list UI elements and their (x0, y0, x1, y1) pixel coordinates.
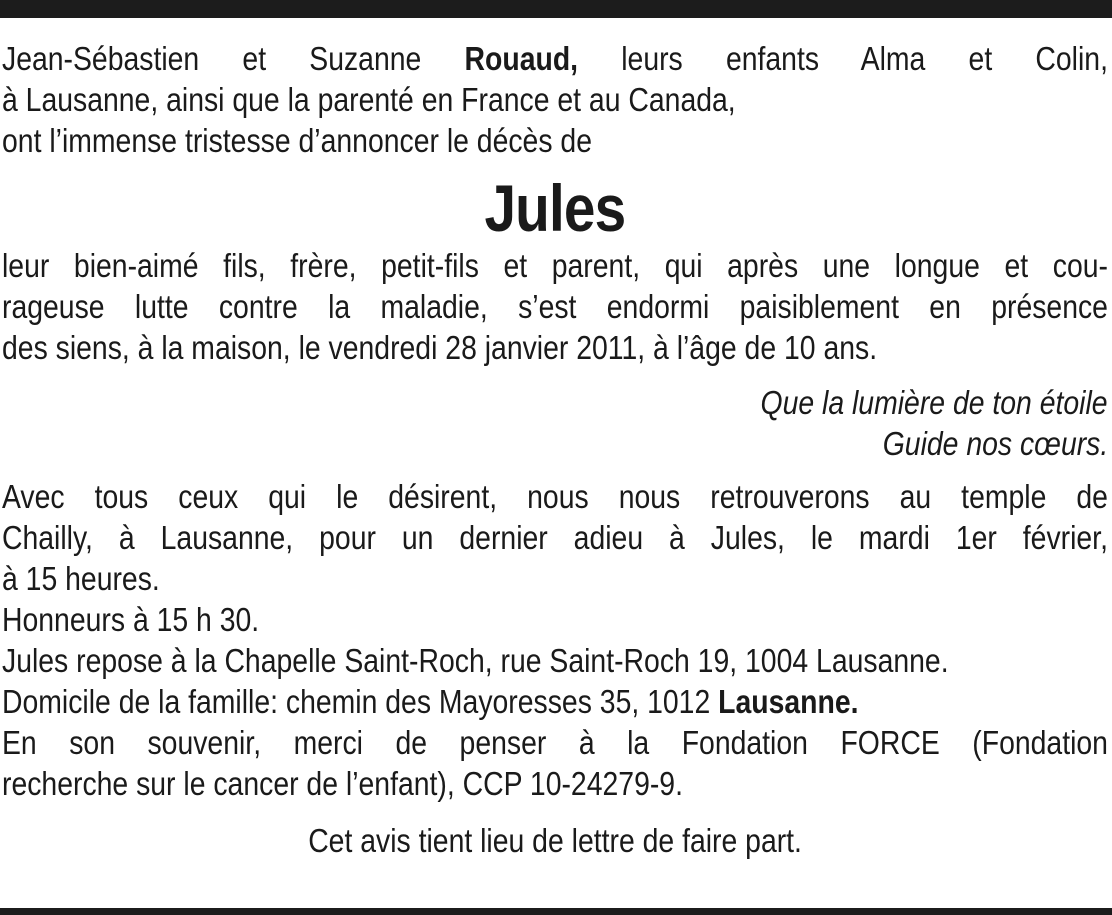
verse-line-2: Guide nos cœurs. (882, 425, 1108, 462)
tribute-line-2: rageuse lutte contre la maladie, s’est endormi paisiblement en présence (2, 288, 1108, 325)
family-domicile-line: Domicile de la famille: chemin des Mayoresses 35, 1012 Lausanne. (2, 683, 859, 720)
honours-line: Honneurs à 15 h 30. (2, 601, 260, 638)
deceased-name-heading: Jules (484, 171, 626, 245)
announcement-line-1: Jean-Sébastien et Suzanne Rouaud, leurs enfants Alma et Colin, (2, 40, 1108, 77)
ceremony-line-3: à 15 heures. (2, 560, 160, 597)
ceremony-line-2: Chailly, à Lausanne, pour un dernier adieu à Jules, le mardi 1er février, (2, 519, 1108, 556)
ceremony-line-1: Avec tous ceux qui le désirent, nous nous retrouverons au temple de (2, 478, 1108, 515)
announcement-line-3: ont l’immense tristesse d’annoncer le décès de (2, 122, 592, 159)
bottom-rule (0, 908, 1112, 915)
family-name: Rouaud, (464, 40, 579, 77)
resting-place-line: Jules repose à la Chapelle Saint-Roch, rue Saint-Roch 19, 1004 Lausanne. (2, 642, 949, 679)
memory-line-1: En son souvenir, merci de penser à la Fondation FORCE (Fondation (2, 724, 1108, 761)
closing-note: Cet avis tient lieu de lettre de faire part. (308, 822, 802, 859)
top-rule (0, 0, 1112, 18)
tribute-line-3: des siens, à la maison, le vendredi 28 janvier 2011, à l’âge de 10 ans. (2, 329, 878, 366)
verse-quote (2, 382, 1108, 464)
verse-line-1: Que la lumière de ton étoile (760, 384, 1108, 421)
tribute-line-1: leur bien-aimé fils, frère, petit-fils et parent, qui après une longue et cou- (2, 247, 1108, 284)
memory-line-2: recherche sur le cancer de l’enfant), CCP 10-24279-9. (2, 765, 683, 802)
domicile-city: Lausanne. (718, 683, 859, 720)
announcement-line-2: à Lausanne, ainsi que la parenté en France et au Canada, (2, 81, 736, 118)
ceremony-paragraph (2, 476, 1108, 804)
obituary-notice (2, 38, 1108, 861)
announcement-paragraph (2, 38, 1108, 161)
tribute-paragraph (2, 245, 1108, 368)
